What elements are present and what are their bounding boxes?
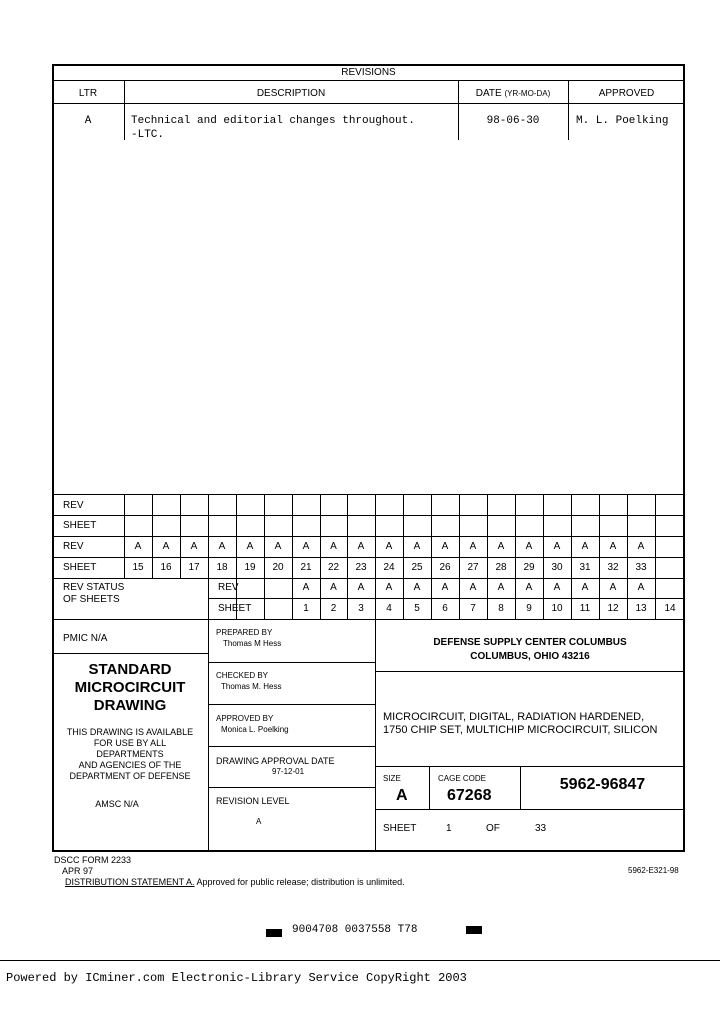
grid-cell: A	[581, 582, 589, 593]
grid-cell: 13	[635, 603, 647, 614]
grid-cell: 33	[635, 562, 647, 573]
divider	[52, 557, 685, 558]
size-value: A	[396, 787, 408, 804]
distribution-statement	[65, 877, 405, 887]
grid-cell: A	[469, 582, 477, 593]
grid-cell: A	[497, 582, 505, 593]
grid-cell: 3	[358, 603, 364, 614]
grid-cell: 31	[579, 562, 591, 573]
grid-sheet-label-3: SHEET	[218, 603, 252, 614]
divider	[52, 578, 685, 579]
doc-control-number: 5962-E321-98	[628, 866, 679, 875]
availability-line1: THIS DRAWING IS AVAILABLE	[66, 727, 194, 737]
amsc-label: AMSC N/A	[95, 799, 139, 809]
grid-cell: A	[525, 582, 533, 593]
form-date: APR 97	[62, 866, 94, 876]
grid-cell: A	[553, 541, 561, 552]
grid-cell: A	[134, 541, 142, 552]
grid-cell: A	[609, 541, 617, 552]
grid-cell: A	[385, 582, 393, 593]
barcode-mark-right	[466, 926, 482, 934]
grid-cell: A	[413, 541, 421, 552]
grid-cell: 27	[467, 562, 479, 573]
revisions-title: REVISIONS	[341, 67, 396, 78]
grid-cell: 6	[442, 603, 448, 614]
grid-line	[264, 578, 265, 619]
checked-by-label: CHECKED BY	[216, 671, 269, 680]
divider	[375, 671, 685, 672]
grid-cell: 22	[327, 562, 340, 573]
rev-status-label-line1: REV STATUS	[63, 582, 125, 593]
device-title-line1: MICROCIRCUIT, DIGITAL, RADIATION HARDENED,	[383, 711, 645, 723]
grid-cell: 29	[523, 562, 535, 573]
grid-cell: A	[357, 541, 365, 552]
grid-cell: A	[553, 582, 561, 593]
availability-line5: DEPARTMENT OF DEFENSE	[69, 771, 191, 781]
grid-rev-label-2: REV	[63, 541, 84, 552]
approved-by-label: APPROVED BY	[216, 714, 274, 723]
divider	[375, 809, 685, 810]
grid-cell: 8	[498, 603, 504, 614]
grid-sheet-label-2: SHEET	[63, 562, 97, 573]
divider	[52, 515, 685, 516]
divider	[208, 578, 209, 619]
grid-cell: 11	[579, 603, 591, 614]
revision-level-label: REVISION LEVEL	[216, 796, 290, 806]
divider	[52, 619, 685, 620]
grid-cell: 16	[160, 562, 172, 573]
grid-cell: A	[302, 541, 310, 552]
divider	[52, 80, 685, 81]
grid-cell: 32	[607, 562, 619, 573]
grid-cell: A	[441, 582, 449, 593]
grid-cell: 21	[300, 562, 312, 573]
grid-cell: 15	[132, 562, 144, 573]
rev-status-label-line2: OF SHEETS	[63, 594, 120, 605]
grid-cell: A	[637, 541, 645, 552]
grid-cell: A	[330, 541, 337, 552]
grid-cell: A	[274, 541, 282, 552]
device-title-line2: 1750 CHIP SET, MULTICHIP MICROCIRCUIT, SILICON	[383, 724, 658, 736]
approved-by-name: Monica L. Poelking	[221, 725, 289, 734]
grid-cell: 30	[551, 562, 563, 573]
distribution-text: Approved for public release; distribution is unlimited.	[194, 877, 405, 887]
cage-code-label: CAGE CODE	[438, 774, 487, 783]
grid-cell: 7	[470, 603, 476, 614]
grid-cell: A	[357, 582, 365, 593]
grid-sheet-label-1: SHEET	[63, 520, 97, 531]
dscc-name: DEFENSE SUPPLY CENTER COLUMBUS	[433, 637, 627, 648]
grid-cell: 25	[411, 562, 423, 573]
grid-cell: 17	[188, 562, 200, 573]
grid-cell: 2	[330, 603, 337, 614]
divider	[208, 704, 375, 705]
divider	[375, 766, 685, 767]
grid-cell: A	[581, 541, 589, 552]
dscc-address: COLUMBUS, OHIO 43216	[470, 651, 590, 662]
divider	[208, 598, 685, 599]
microcircuit-label: MICROCIRCUIT	[74, 679, 186, 696]
grid-cell: A	[162, 541, 170, 552]
grid-cell: A	[413, 582, 421, 593]
revision-date: 98-06-30	[486, 115, 540, 127]
standard-label: STANDARD	[88, 661, 172, 678]
of-label: OF	[486, 823, 500, 834]
grid-cell: A	[469, 541, 477, 552]
grid-cell: A	[330, 582, 337, 593]
prepared-by-label: PREPARED BY	[216, 628, 273, 637]
grid-cell: A	[246, 541, 254, 552]
pmic-label: PMIC N/A	[63, 633, 108, 644]
grid-cell: A	[302, 582, 310, 593]
availability-line2: FOR USE BY ALL	[93, 738, 167, 748]
checked-by-name: Thomas M. Hess	[221, 682, 282, 691]
barcode-mark-left	[266, 929, 282, 937]
grid-cell: 20	[272, 562, 284, 573]
grid-cell: 24	[383, 562, 395, 573]
grid-cell: 26	[439, 562, 451, 573]
col-header-approved: APPROVED	[598, 88, 655, 99]
sheet-label: SHEET	[383, 823, 417, 834]
divider	[52, 494, 685, 495]
grid-cell: 10	[551, 603, 563, 614]
divider	[429, 766, 430, 809]
distribution-label: DISTRIBUTION STATEMENT A.	[65, 877, 195, 887]
grid-cell: 18	[216, 562, 228, 573]
revision-description-line1: Technical and editorial changes throughout.	[131, 115, 415, 127]
approval-date-value: 97-12-01	[272, 767, 305, 776]
grid-cell: 1	[303, 603, 309, 614]
footer-rule	[0, 960, 720, 961]
col-header-date	[458, 88, 568, 99]
divider	[52, 103, 685, 104]
approval-date-label: DRAWING APPROVAL DATE	[216, 756, 335, 766]
barcode-text: 9004708 0037558 T78	[292, 924, 418, 936]
grid-cell: 5	[414, 603, 420, 614]
grid-cell: 4	[386, 603, 392, 614]
col-header-description: DESCRIPTION	[256, 88, 326, 99]
grid-cell: 19	[244, 562, 256, 573]
cage-code-value: 67268	[447, 787, 492, 804]
divider	[208, 619, 209, 852]
grid-cell: 23	[355, 562, 367, 573]
grid-rev-label-1: REV	[63, 500, 84, 511]
grid-cell: A	[525, 541, 533, 552]
col-header-ltr: LTR	[78, 88, 98, 99]
document-number: 5962-96847	[559, 776, 646, 793]
size-label: SIZE	[383, 774, 401, 783]
grid-cell: A	[190, 541, 198, 552]
grid-line	[655, 494, 656, 578]
date-header-label: DATE	[475, 88, 502, 99]
grid-cell: A	[385, 541, 393, 552]
revision-approved: M. L. Poelking	[576, 115, 669, 127]
revision-ltr: A	[84, 115, 92, 127]
prepared-by-name: Thomas M Hess	[223, 639, 282, 648]
grid-cell: 28	[495, 562, 507, 573]
grid-cell: 12	[607, 603, 619, 614]
of-value: 33	[535, 823, 547, 834]
divider	[52, 536, 685, 537]
grid-cell: 14	[664, 603, 676, 614]
divider	[208, 787, 375, 788]
divider	[208, 662, 375, 663]
divider	[52, 653, 208, 654]
grid-cell: A	[497, 541, 505, 552]
availability-line3: DEPARTMENTS	[96, 749, 164, 759]
grid-cell: A	[441, 541, 449, 552]
revision-description-line2: -LTC.	[131, 129, 165, 141]
divider	[208, 746, 375, 747]
drawing-label: DRAWING	[93, 697, 167, 714]
grid-cell: A	[218, 541, 226, 552]
powered-by-text: Powered by ICminer.com Electronic-Library Service CopyRight 2003	[6, 971, 467, 985]
revision-level-value: A	[256, 817, 262, 826]
form-number: DSCC FORM 2233	[54, 855, 132, 865]
grid-cell: A	[637, 582, 645, 593]
sheet-value: 1	[446, 823, 452, 834]
grid-rev-label-3: REV	[218, 582, 239, 593]
availability-line4: AND AGENCIES OF THE	[78, 760, 182, 770]
grid-cell: A	[609, 582, 617, 593]
grid-cell: 9	[526, 603, 532, 614]
date-header-format: (YR-MO-DA)	[504, 89, 551, 98]
